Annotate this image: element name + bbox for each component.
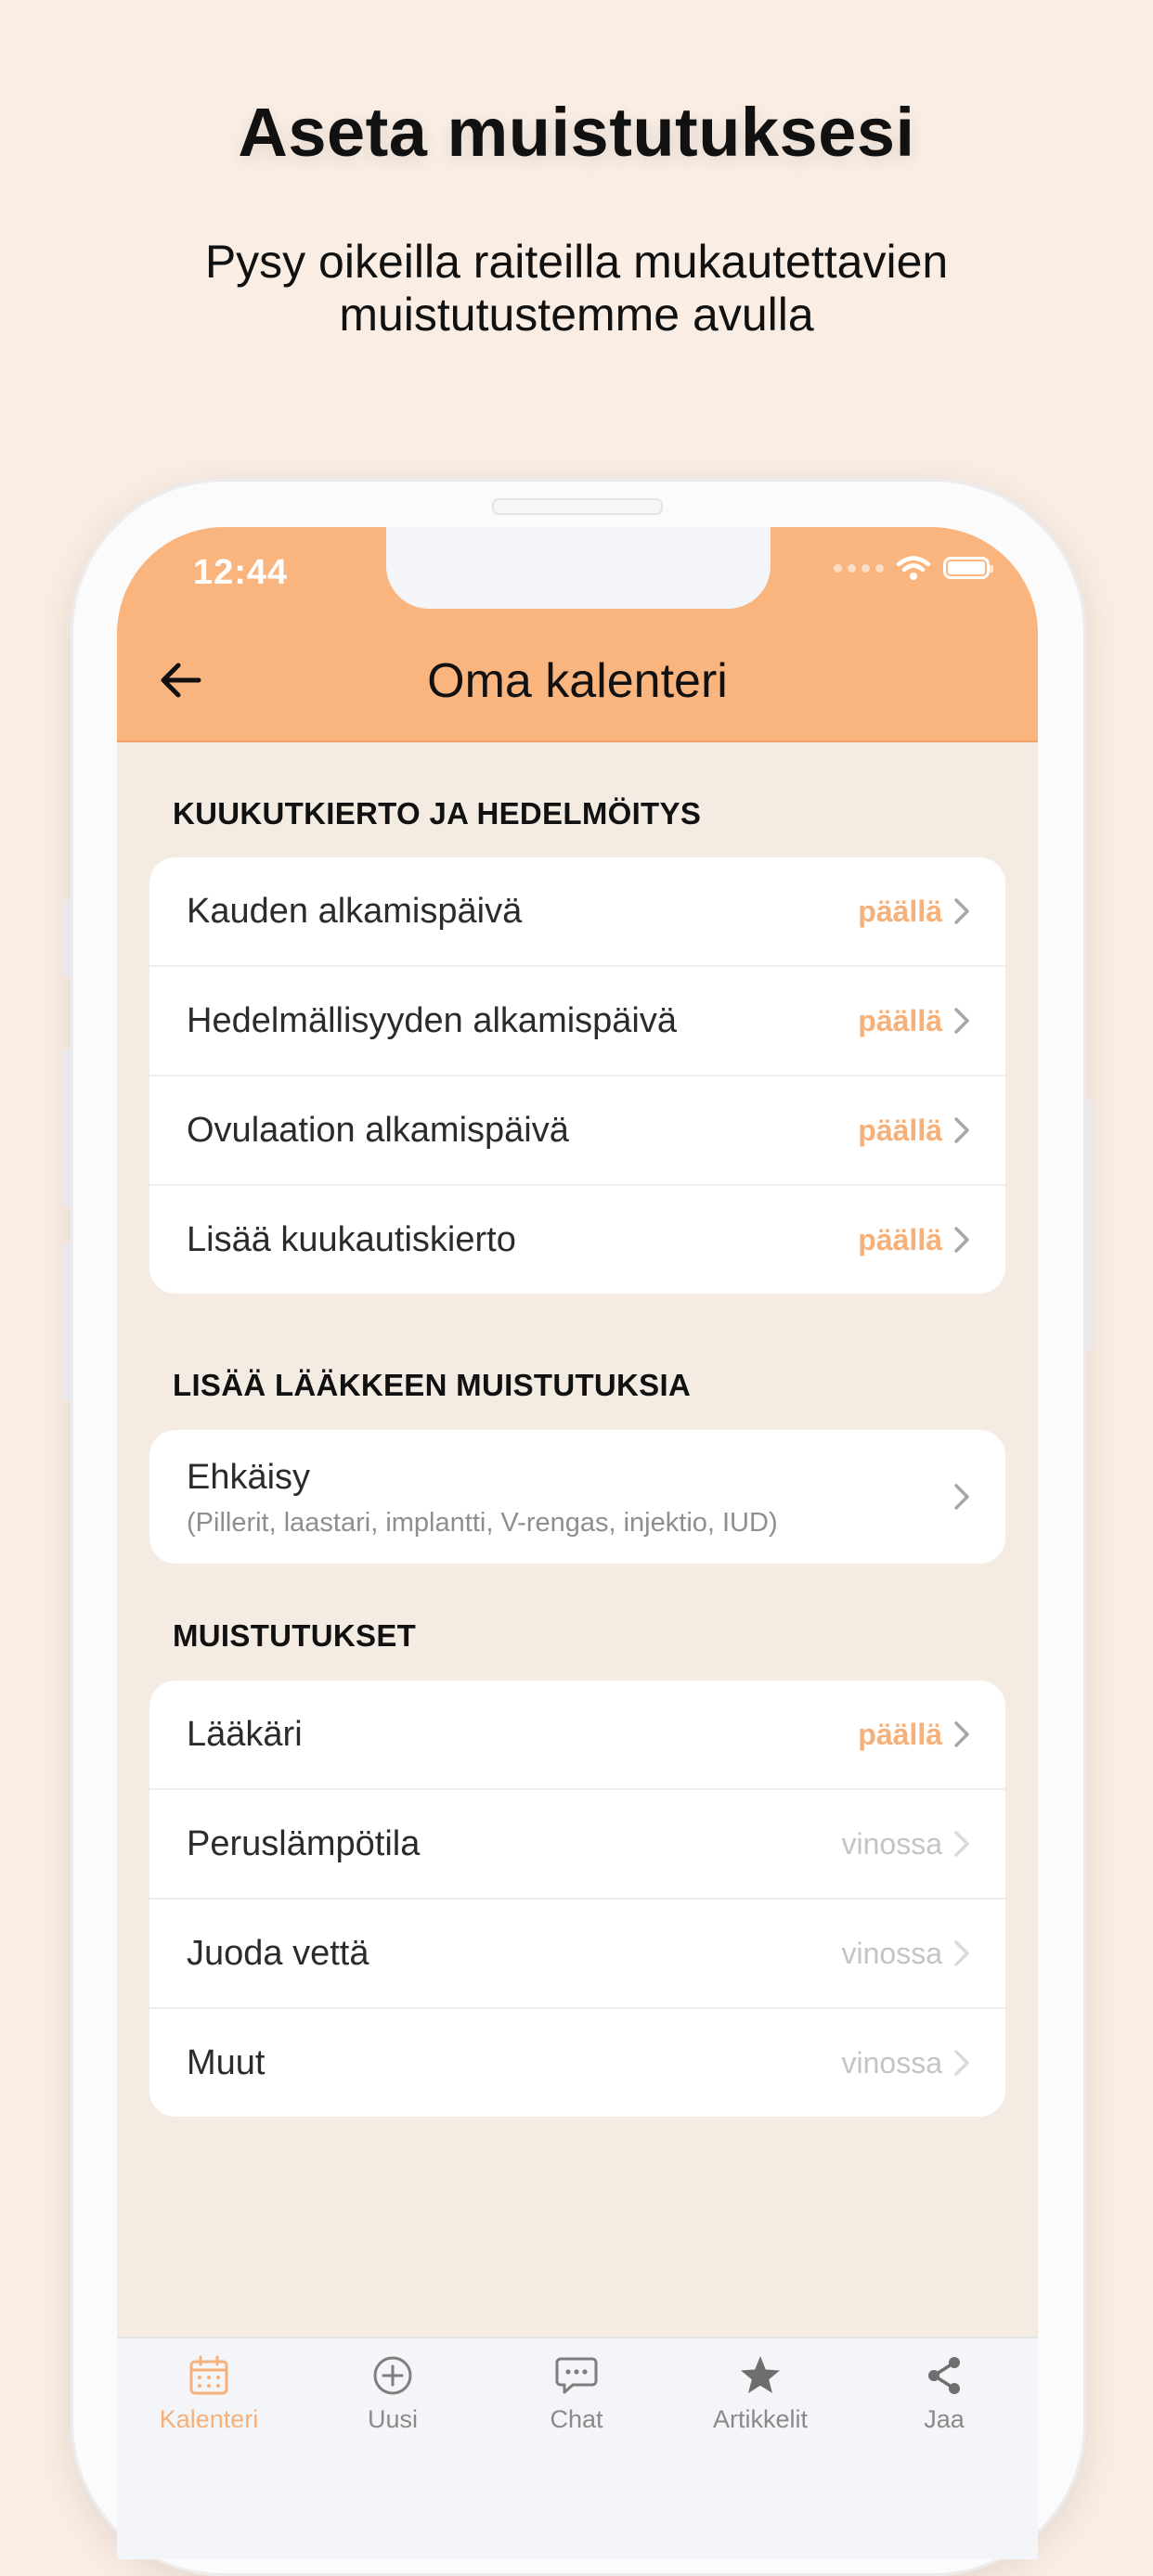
- chevron-right-icon: [952, 2048, 972, 2078]
- tab-label: Kalenteri: [159, 2405, 259, 2433]
- calendar-icon: [187, 2353, 231, 2398]
- chat-bubble-icon: [554, 2353, 599, 2398]
- list-item[interactable]: [149, 1900, 1005, 2009]
- chevron-right-icon: [952, 1938, 972, 1968]
- section-title-medication: LISÄÄ LÄÄKKEEN MUISTUTUKSIA: [173, 1368, 692, 1402]
- row-label: Muut: [187, 2043, 266, 2082]
- phone-mute-switch: [63, 898, 71, 976]
- tab-artikkelit[interactable]: [668, 2338, 852, 2450]
- tab-label: Chat: [550, 2405, 603, 2433]
- status-badge: päällä: [858, 1718, 942, 1751]
- phone-volume-down: [63, 1243, 71, 1401]
- tab-label: Artikkelit: [712, 2405, 808, 2433]
- chevron-right-icon: [952, 1719, 972, 1749]
- app-screen: [117, 527, 1038, 2559]
- page-title: Oma kalenteri: [427, 654, 728, 708]
- tab-label: Uusi: [367, 2405, 418, 2433]
- list-item[interactable]: [149, 857, 1005, 967]
- promo-headline: Aseta muistutuksesi: [238, 94, 915, 171]
- phone-volume-up: [63, 1049, 71, 1206]
- phone-notch: [386, 527, 771, 609]
- section-title-reminders: MUISTUTUKSET: [173, 1618, 417, 1653]
- card-cycle: [149, 857, 1005, 1294]
- tab-label: Jaa: [924, 2405, 965, 2433]
- list-item[interactable]: [149, 1681, 1005, 1790]
- tab-chat[interactable]: [485, 2338, 668, 2450]
- row-label: Kauden alkamispäivä: [187, 892, 523, 931]
- card-reminders: [149, 1681, 1005, 2117]
- tab-bar: [117, 2337, 1038, 2559]
- status-badge: vinossa: [841, 2046, 942, 2080]
- wifi-icon: [897, 555, 930, 581]
- chevron-right-icon: [952, 1829, 972, 1859]
- status-icons: [834, 555, 990, 581]
- status-badge: päällä: [858, 1004, 942, 1037]
- promo-subheadline: Pysy oikeilla raiteilla mukautettavien muistutustemme avulla: [204, 236, 949, 341]
- chevron-right-icon: [952, 1115, 972, 1145]
- list-item[interactable]: [149, 1430, 1005, 1564]
- status-badge: vinossa: [841, 1827, 942, 1861]
- list-item[interactable]: [149, 967, 1005, 1076]
- star-icon: [738, 2353, 783, 2398]
- row-sublabel: (Pillerit, laastari, implantti, V-rengas, injektio, IUD): [187, 1508, 778, 1538]
- status-badge: vinossa: [841, 1937, 942, 1970]
- status-time: 12:44: [193, 553, 289, 592]
- battery-icon: [943, 557, 990, 579]
- chevron-right-icon: [952, 1482, 972, 1512]
- chevron-right-icon: [952, 1006, 972, 1036]
- tab-uusi[interactable]: [301, 2338, 485, 2450]
- share-icon: [922, 2353, 966, 2398]
- row-label: Juoda vettä: [187, 1934, 369, 1973]
- speaker-grille: [492, 498, 663, 515]
- chevron-right-icon: [952, 896, 972, 926]
- list-item[interactable]: [149, 2009, 1005, 2117]
- row-label: Lisää kuukautiskierto: [187, 1220, 516, 1259]
- row-label: Ovulaation alkamispäivä: [187, 1111, 569, 1150]
- chevron-right-icon: [952, 1225, 972, 1255]
- row-label: Peruslämpötila: [187, 1824, 421, 1863]
- nav-header: [117, 527, 1038, 742]
- status-badge: päällä: [858, 895, 942, 928]
- status-badge: päällä: [858, 1114, 942, 1147]
- status-badge: päällä: [858, 1223, 942, 1256]
- phone-power-button: [1084, 1100, 1092, 1350]
- list-item[interactable]: [149, 1186, 1005, 1294]
- tab-kalenteri[interactable]: [117, 2338, 301, 2450]
- plus-circle-icon: [370, 2353, 415, 2398]
- signal-icon: [834, 564, 884, 573]
- tab-jaa[interactable]: [852, 2338, 1036, 2450]
- list-item[interactable]: [149, 1790, 1005, 1900]
- row-label: Ehkäisy: [187, 1458, 311, 1497]
- card-medication: [149, 1430, 1005, 1564]
- section-title-cycle: KUUKUTKIERTO JA HEDELMÖITYS: [173, 796, 702, 831]
- list-item[interactable]: [149, 1076, 1005, 1186]
- row-label: Hedelmällisyyden alkamispäivä: [187, 1001, 678, 1040]
- row-label: Lääkäri: [187, 1715, 303, 1754]
